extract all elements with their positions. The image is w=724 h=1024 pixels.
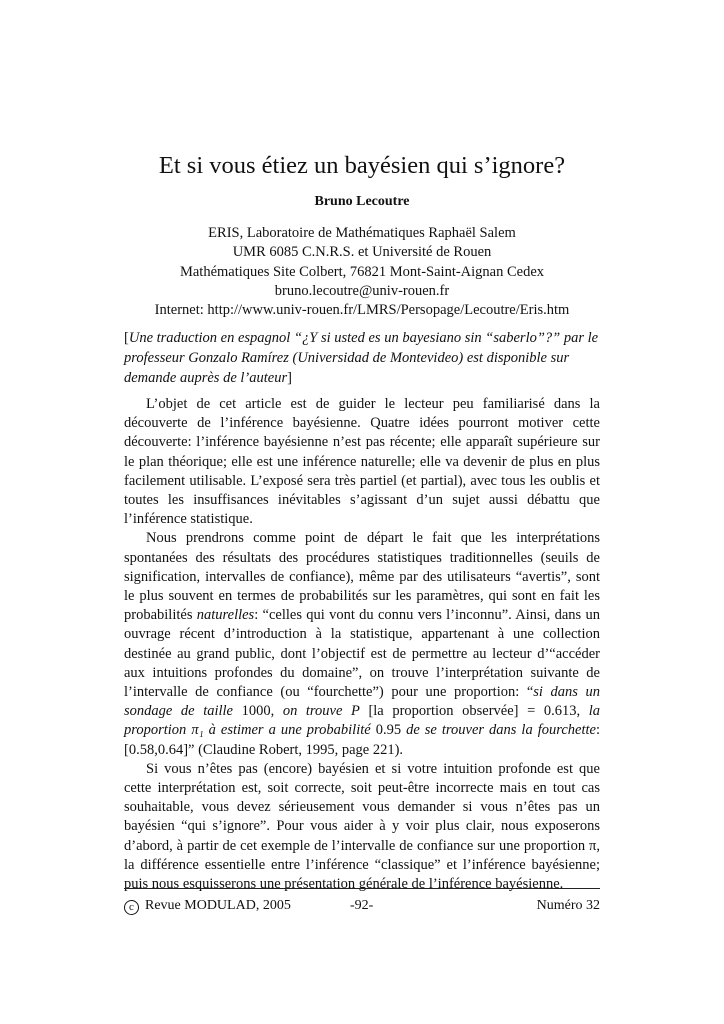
footer-journal — [124, 896, 291, 916]
author-name: Bruno Lecoutre — [314, 194, 410, 209]
footer-journal-label: Revue MODULAD, 2005 — [145, 898, 291, 913]
paragraph-1: L’objet de cet article est de guider le lecteur peu familiarisé dans la découverte de l’inférence bayésienne. Quatre idées pourront motiver cette découverte: l’inférence bayésienne n’est pas récente; elle apparaît supérieure sur le plan théorique; elle est une inférence naturelle; elle va devenir de plus en plus facilement utilisable. L’exposé sera très partiel (et partial), avec tous les oublis et toutes les insuffisances inévitables s’agissant d’un sujet aussi débattu que l’inférence statistique. — [124, 396, 600, 528]
p2-observed-proportion: [la proportion observée] = 0.613, — [359, 703, 589, 720]
translation-note — [124, 328, 600, 388]
footer-divider — [124, 888, 600, 889]
affiliation-block — [0, 224, 724, 320]
affiliation-lab: ERIS, Laboratoire de Mathématiques Raphaël Salem — [208, 225, 516, 241]
p2-text-c: : “celles qui vont du connu vers l’inconnu”. Ainsi, dans un ouvrage récent d’introduction à la statistique, appartenant à une collection destinée au grand public, dont l’objectif est de permettre au lecteur d’“accéder aux intuitions profondes du domaine”, on trouve l’interprétation suivante de l’intervalle de confiance (ou “fourchette”) pour une proportion: “ — [124, 607, 600, 701]
paragraph-2 — [124, 529, 600, 759]
footer-issue-number: Numéro 32 — [536, 898, 600, 913]
author-email: bruno.lecoutre@univ-rouen.fr — [274, 282, 450, 299]
note-text: Une traduction en espagnol “¿Y si usted es un bayesiano sin “saberlo”?” par le professeur Gonzalo Ramírez (Universidad de Montevideo) est disponible sur demande auprès de l’auteur — [124, 330, 599, 386]
affiliation-umr: UMR 6085 C.N.R.S. et Université de Rouen — [232, 244, 492, 261]
affiliation-address: Mathématiques Site Colbert, 76821 Mont-Saint-Aignan Cedex — [179, 263, 545, 280]
p2-sample-size: 1000, — [233, 703, 283, 720]
p2-emph-naturelles: naturelles — [196, 607, 255, 624]
article-body — [124, 395, 600, 894]
footer-page-number: -92- — [350, 898, 374, 913]
p2-text-a: Nous prendrons comme point de départ le fait que les interprétations spontanées des résultats des procédures statistiques traditionnelles (seuils de signification, intervalles de confiance), même par des utilisateurs “avertis”, sont le plus souvent en termes de probabilités sur les paramètres, qui sont en fait les probabilités — [124, 530, 600, 624]
note-open-bracket: [ — [124, 330, 129, 346]
p2-quote-part-4: de se trouver dans la fourchette — [406, 722, 596, 739]
p2-quote-part-2: on trouve P — [282, 703, 360, 720]
note-close-bracket: ] — [287, 370, 292, 386]
p2-interval-citation: : [0.58,0.64]” (Claudine Robert, 1995, page 221). — [124, 722, 600, 758]
p2-quote-part-1: si dans un sondage de taille — [124, 684, 600, 720]
p2-probability: 0.95 — [370, 722, 407, 739]
copyright-icon: c — [124, 900, 139, 915]
p2-quote-part-3: la proportion π₁ à estimer a une probabilité — [124, 703, 600, 739]
page-footer — [124, 896, 600, 916]
author-website: Internet: http://www.univ-rouen.fr/LMRS/Persopage/Lecoutre/Eris.htm — [154, 302, 570, 319]
article-title: Et si vous étiez un bayésien qui s’ignore? — [158, 152, 566, 179]
paragraph-3: Si vous n’êtes pas (encore) bayésien et si votre intuition profonde est que cette interprétation est, soit correcte, soit peut-être incorrecte mais en tout cas souhaitable, vous devez sérieusement vous demander si vous n’êtes pas un bayésien “qui s’ignore”. Pour vous aider à y voir plus clair, nous exposerons d’abord, à partir de cet exemple de l’intervalle de confiance sur une proportion π, la différence essentielle entre l’inférence “classique” et l’inférence bayésienne; puis nous esquisserons une présentation générale de l’inférence bayésienne. — [124, 760, 600, 893]
